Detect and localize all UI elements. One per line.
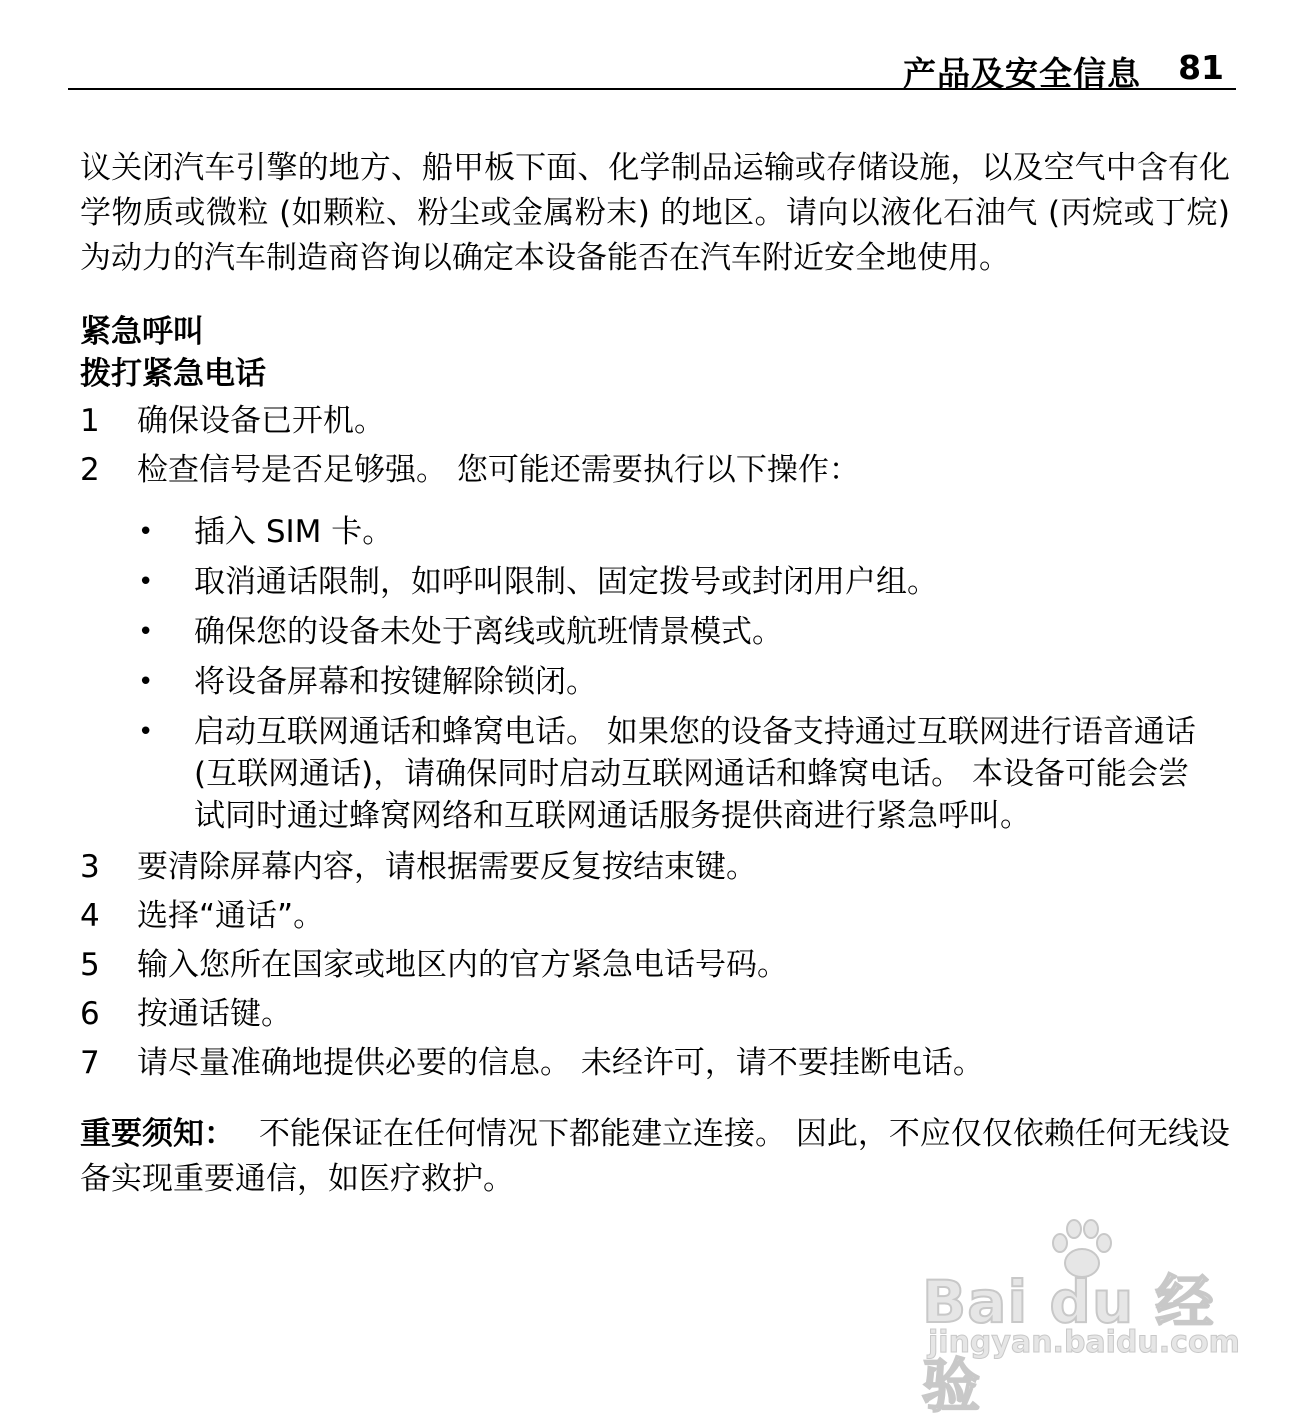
intro-paragraph: 议关闭汽车引擎的地方、船甲板下面、化学制品运输或存储设施，以及空气中含有化学物质或微粒 (如颗粒、粉尘或金属粉末) 的地区。请向以液化石油气 (丙烷或丁烷) 为动力的汽车制造商咨询以确定本设备能否在汽车附近安全地使用。 — [80, 150, 1230, 276]
page-header — [68, 40, 1236, 93]
step-text: 按通话键。 — [137, 996, 292, 1032]
bullet-text: 插入 SIM 卡。 — [194, 514, 394, 550]
step-item — [80, 943, 1230, 988]
step-number: 7 — [80, 1045, 100, 1081]
bullet-text: 启动互联网通话和蜂窝电话。 如果您的设备支持通过互联网进行语音通话 (互联网通话)，请确保同时启动互联网通话和蜂窝电话。 本设备可能会尝试同时通过蜂窝网络和互联网通话服务提供商进行紧急呼叫。 — [194, 714, 1196, 834]
step-number: 2 — [80, 452, 100, 488]
page-number: 81 — [1178, 48, 1224, 87]
bullet-icon: • — [138, 567, 154, 597]
bullet-text: 将设备屏幕和按键解除锁闭。 — [194, 664, 597, 700]
step-item — [80, 1041, 1230, 1086]
page-content — [80, 146, 1230, 1233]
step-item — [80, 448, 1230, 493]
step-text: 选择“通话”。 — [137, 898, 325, 934]
bullet-icon: • — [138, 517, 154, 547]
step-number: 6 — [80, 996, 100, 1032]
watermark-brand: Bai du 经验 — [922, 1268, 1215, 1420]
notice-text: 不能保证在任何情况下都能建立连接。 因此，不应仅仅依赖任何无线设备实现重要通信，如医疗救护。 — [80, 1116, 1230, 1197]
bullet-icon: • — [138, 667, 154, 697]
bullet-item — [80, 511, 1212, 553]
section-heading: 紧急呼叫 — [80, 314, 204, 350]
step-number: 4 — [80, 898, 100, 934]
watermark-url: jingyan.baidu.com — [928, 1325, 1240, 1360]
bullet-item — [80, 611, 1212, 653]
step-number: 5 — [80, 947, 100, 983]
subsection-heading: 拨打紧急电话 — [80, 356, 266, 392]
header-title: 产品及安全信息 — [903, 54, 1141, 93]
step-item — [80, 992, 1230, 1037]
step-text: 确保设备已开机。 — [137, 403, 385, 439]
notice-label: 重要须知： — [80, 1116, 235, 1152]
bullet-item — [80, 661, 1212, 703]
bullet-text: 取消通话限制，如呼叫限制、固定拨号或封闭用户组。 — [194, 564, 938, 600]
step-text: 输入您所在国家或地区内的官方紧急电话号码。 — [137, 947, 788, 983]
step-number: 1 — [80, 403, 100, 439]
bullet-icon: • — [138, 617, 154, 647]
bullet-item — [80, 561, 1212, 603]
step-item — [80, 894, 1230, 939]
bullet-text: 确保您的设备未处于离线或航班情景模式。 — [194, 614, 783, 650]
step-item — [80, 845, 1230, 890]
step-item — [80, 399, 1230, 444]
watermark — [922, 1215, 1240, 1420]
important-notice — [80, 1112, 1230, 1202]
bullet-icon: • — [138, 717, 154, 747]
step-text: 要清除屏幕内容，请根据需要反复按结束键。 — [137, 849, 757, 885]
bullet-list — [80, 511, 1230, 837]
step-number: 3 — [80, 849, 100, 885]
step-text: 请尽量准确地提供必要的信息。 未经许可，请不要挂断电话。 — [137, 1045, 984, 1081]
step-text: 检查信号是否足够强。 您可能还需要执行以下操作： — [137, 452, 860, 488]
bullet-item — [80, 711, 1212, 837]
